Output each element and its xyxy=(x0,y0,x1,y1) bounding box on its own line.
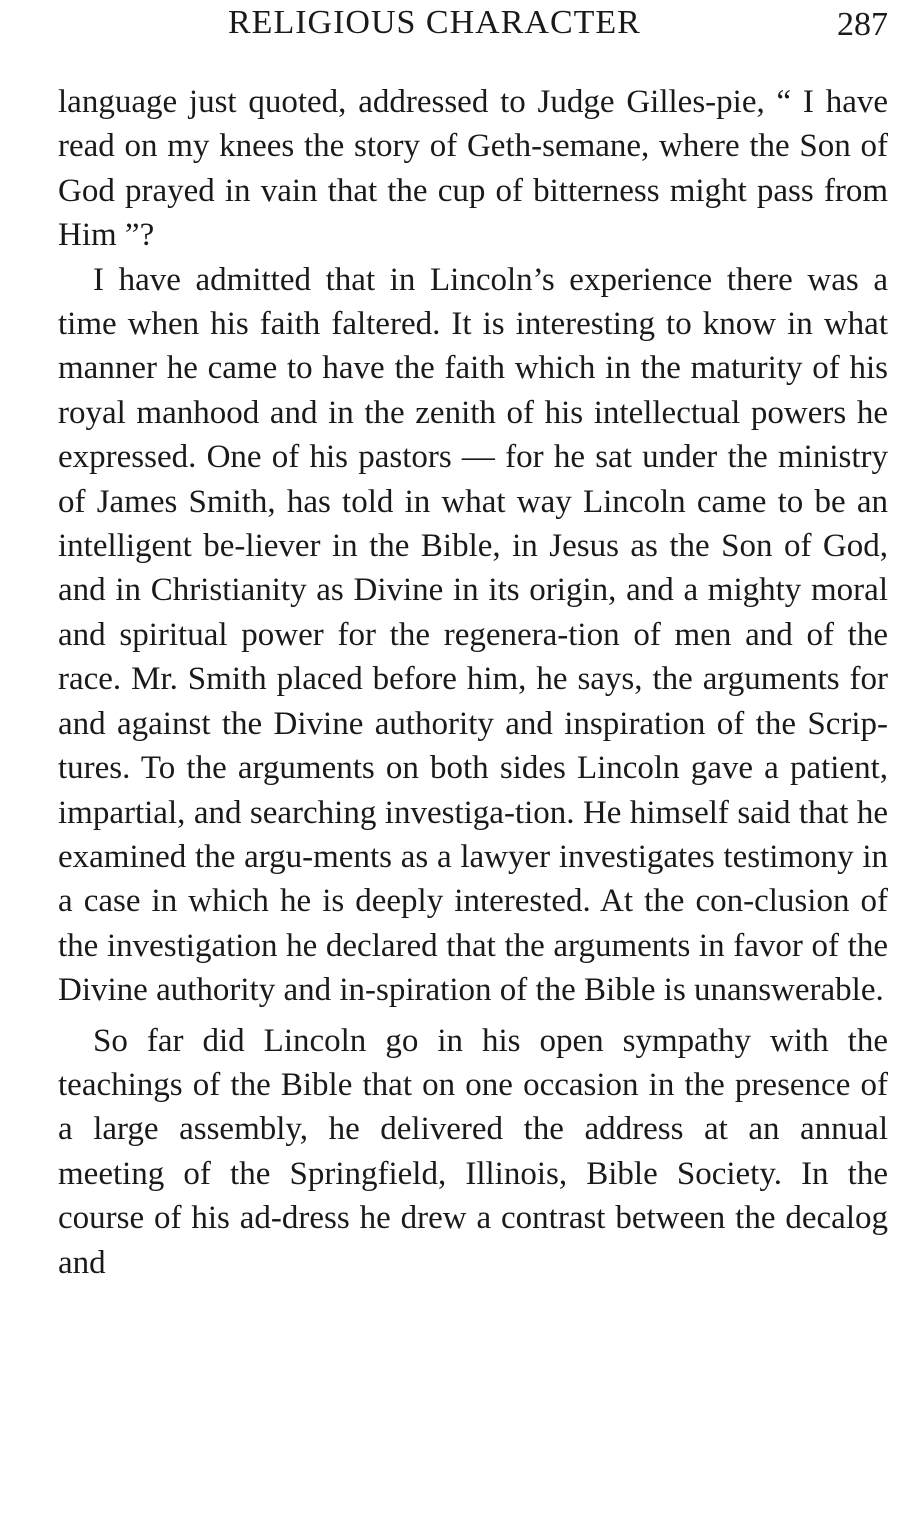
running-head xyxy=(228,4,888,48)
paragraph-bible-society: So far did Lincoln go in his open sympathy with the teachings of the Bible that on one occasion in the presence of a large assembly, he delivered the address at an annual meeting of the Springfield, Illinois, Bible Society. In the course of his ad-dress he drew a contrast between the decalog and xyxy=(58,1022,888,1281)
paragraph-continued: language just quoted, addressed to Judge Gilles-pie, “ I have read on my knees the story of Geth-semane, where the Son of God prayed in vain that the cup of bitterness might pass from Him ”? xyxy=(58,84,888,254)
running-head-title: RELIGIOUS CHARACTER xyxy=(228,4,641,41)
body-text xyxy=(58,80,888,1285)
page-number: 287 xyxy=(837,6,888,43)
paragraph-faith: I have admitted that in Lincoln’s experience there was a time when his faith faltered. It is interesting to know in what manner he came to have the faith which in the maturity of his royal manhood and in the zenith of his intellectual powers he expressed. One of his pastors — for he sat under the ministry of James Smith, has told in what way Lincoln came to be an intelligent be-liever in the Bible, in Jesus as the Son of God, and in Christianity as Divine in its origin, and a mighty moral and spiritual power for the regenera-tion of men and of the race. Mr. Smith placed before him, he says, the arguments for and against the Divine authority and inspiration of the Scrip-tures. To the arguments on both sides Lincoln gave a patient, impartial, and searching investiga-tion. He himself said that he examined the argu-ments as a lawyer investigates testimony in a case in which he is deeply interested. At the con-clusion of the investigation he declared that the arguments in favor of the Divine authority and in-spiration of the Bible is unanswerable. xyxy=(58,261,888,1009)
